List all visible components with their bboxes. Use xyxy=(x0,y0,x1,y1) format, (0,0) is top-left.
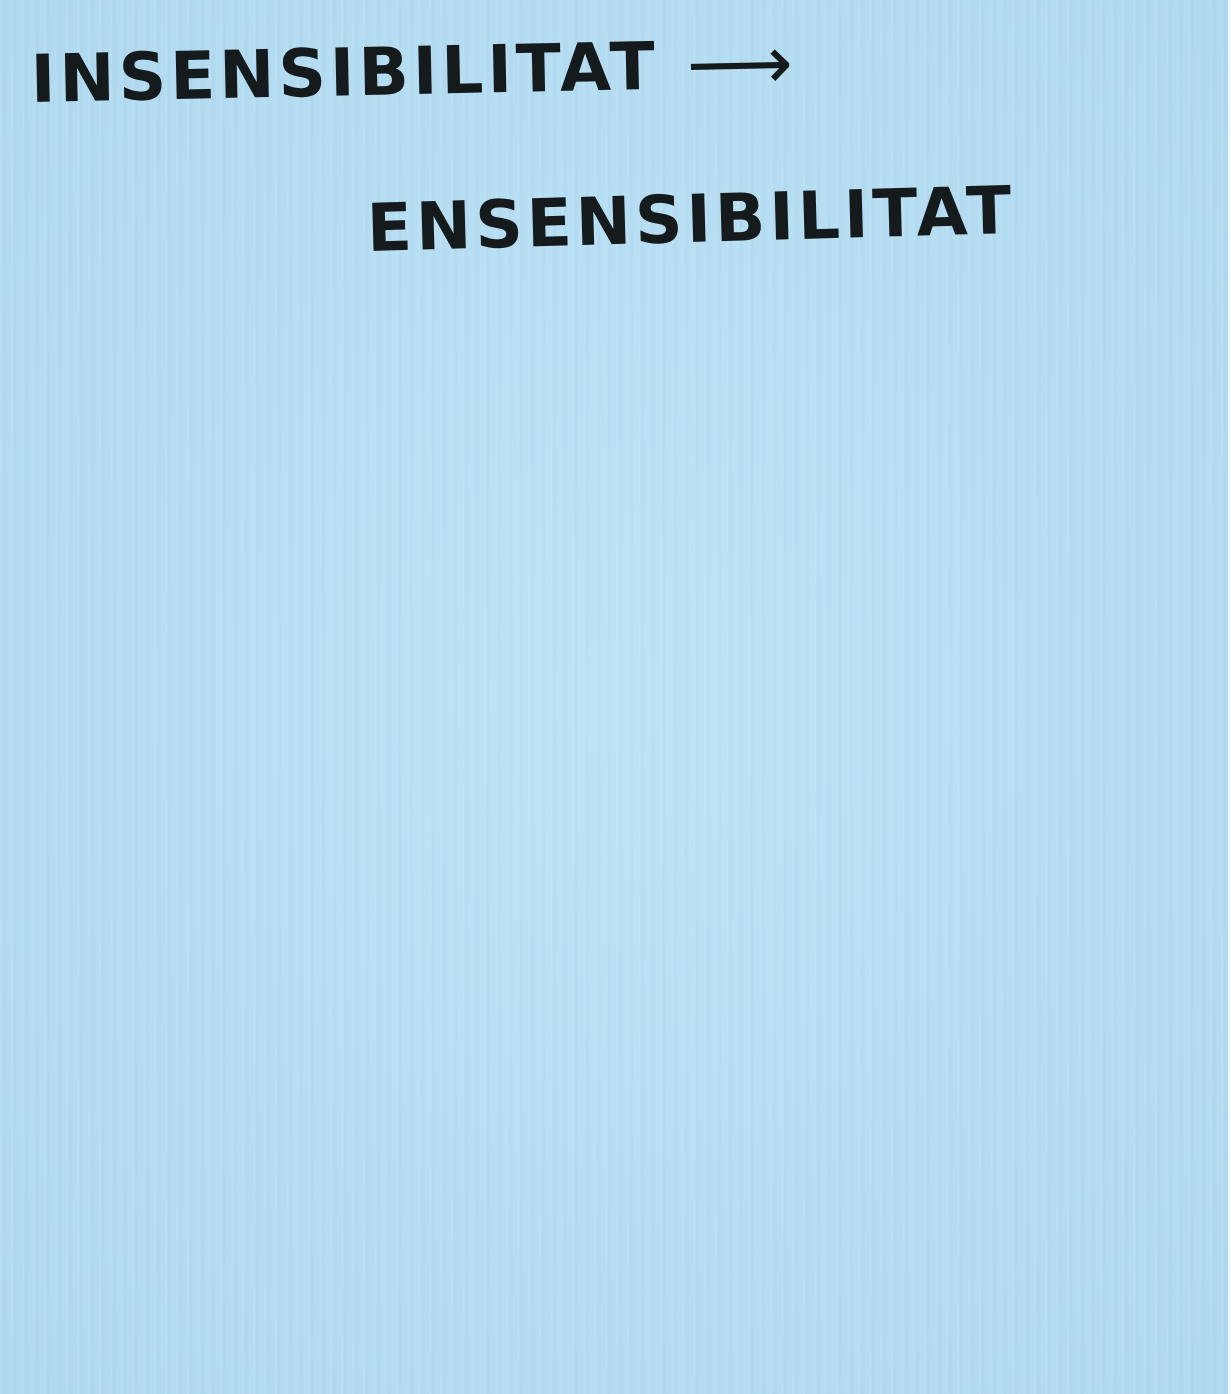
original-word: INSENSIBILITAT xyxy=(30,27,660,118)
original-word-line xyxy=(30,20,794,118)
right-arrow-icon: ⟶ xyxy=(685,20,794,109)
corrected-word: ENSENSIBILITAT xyxy=(365,171,1017,267)
